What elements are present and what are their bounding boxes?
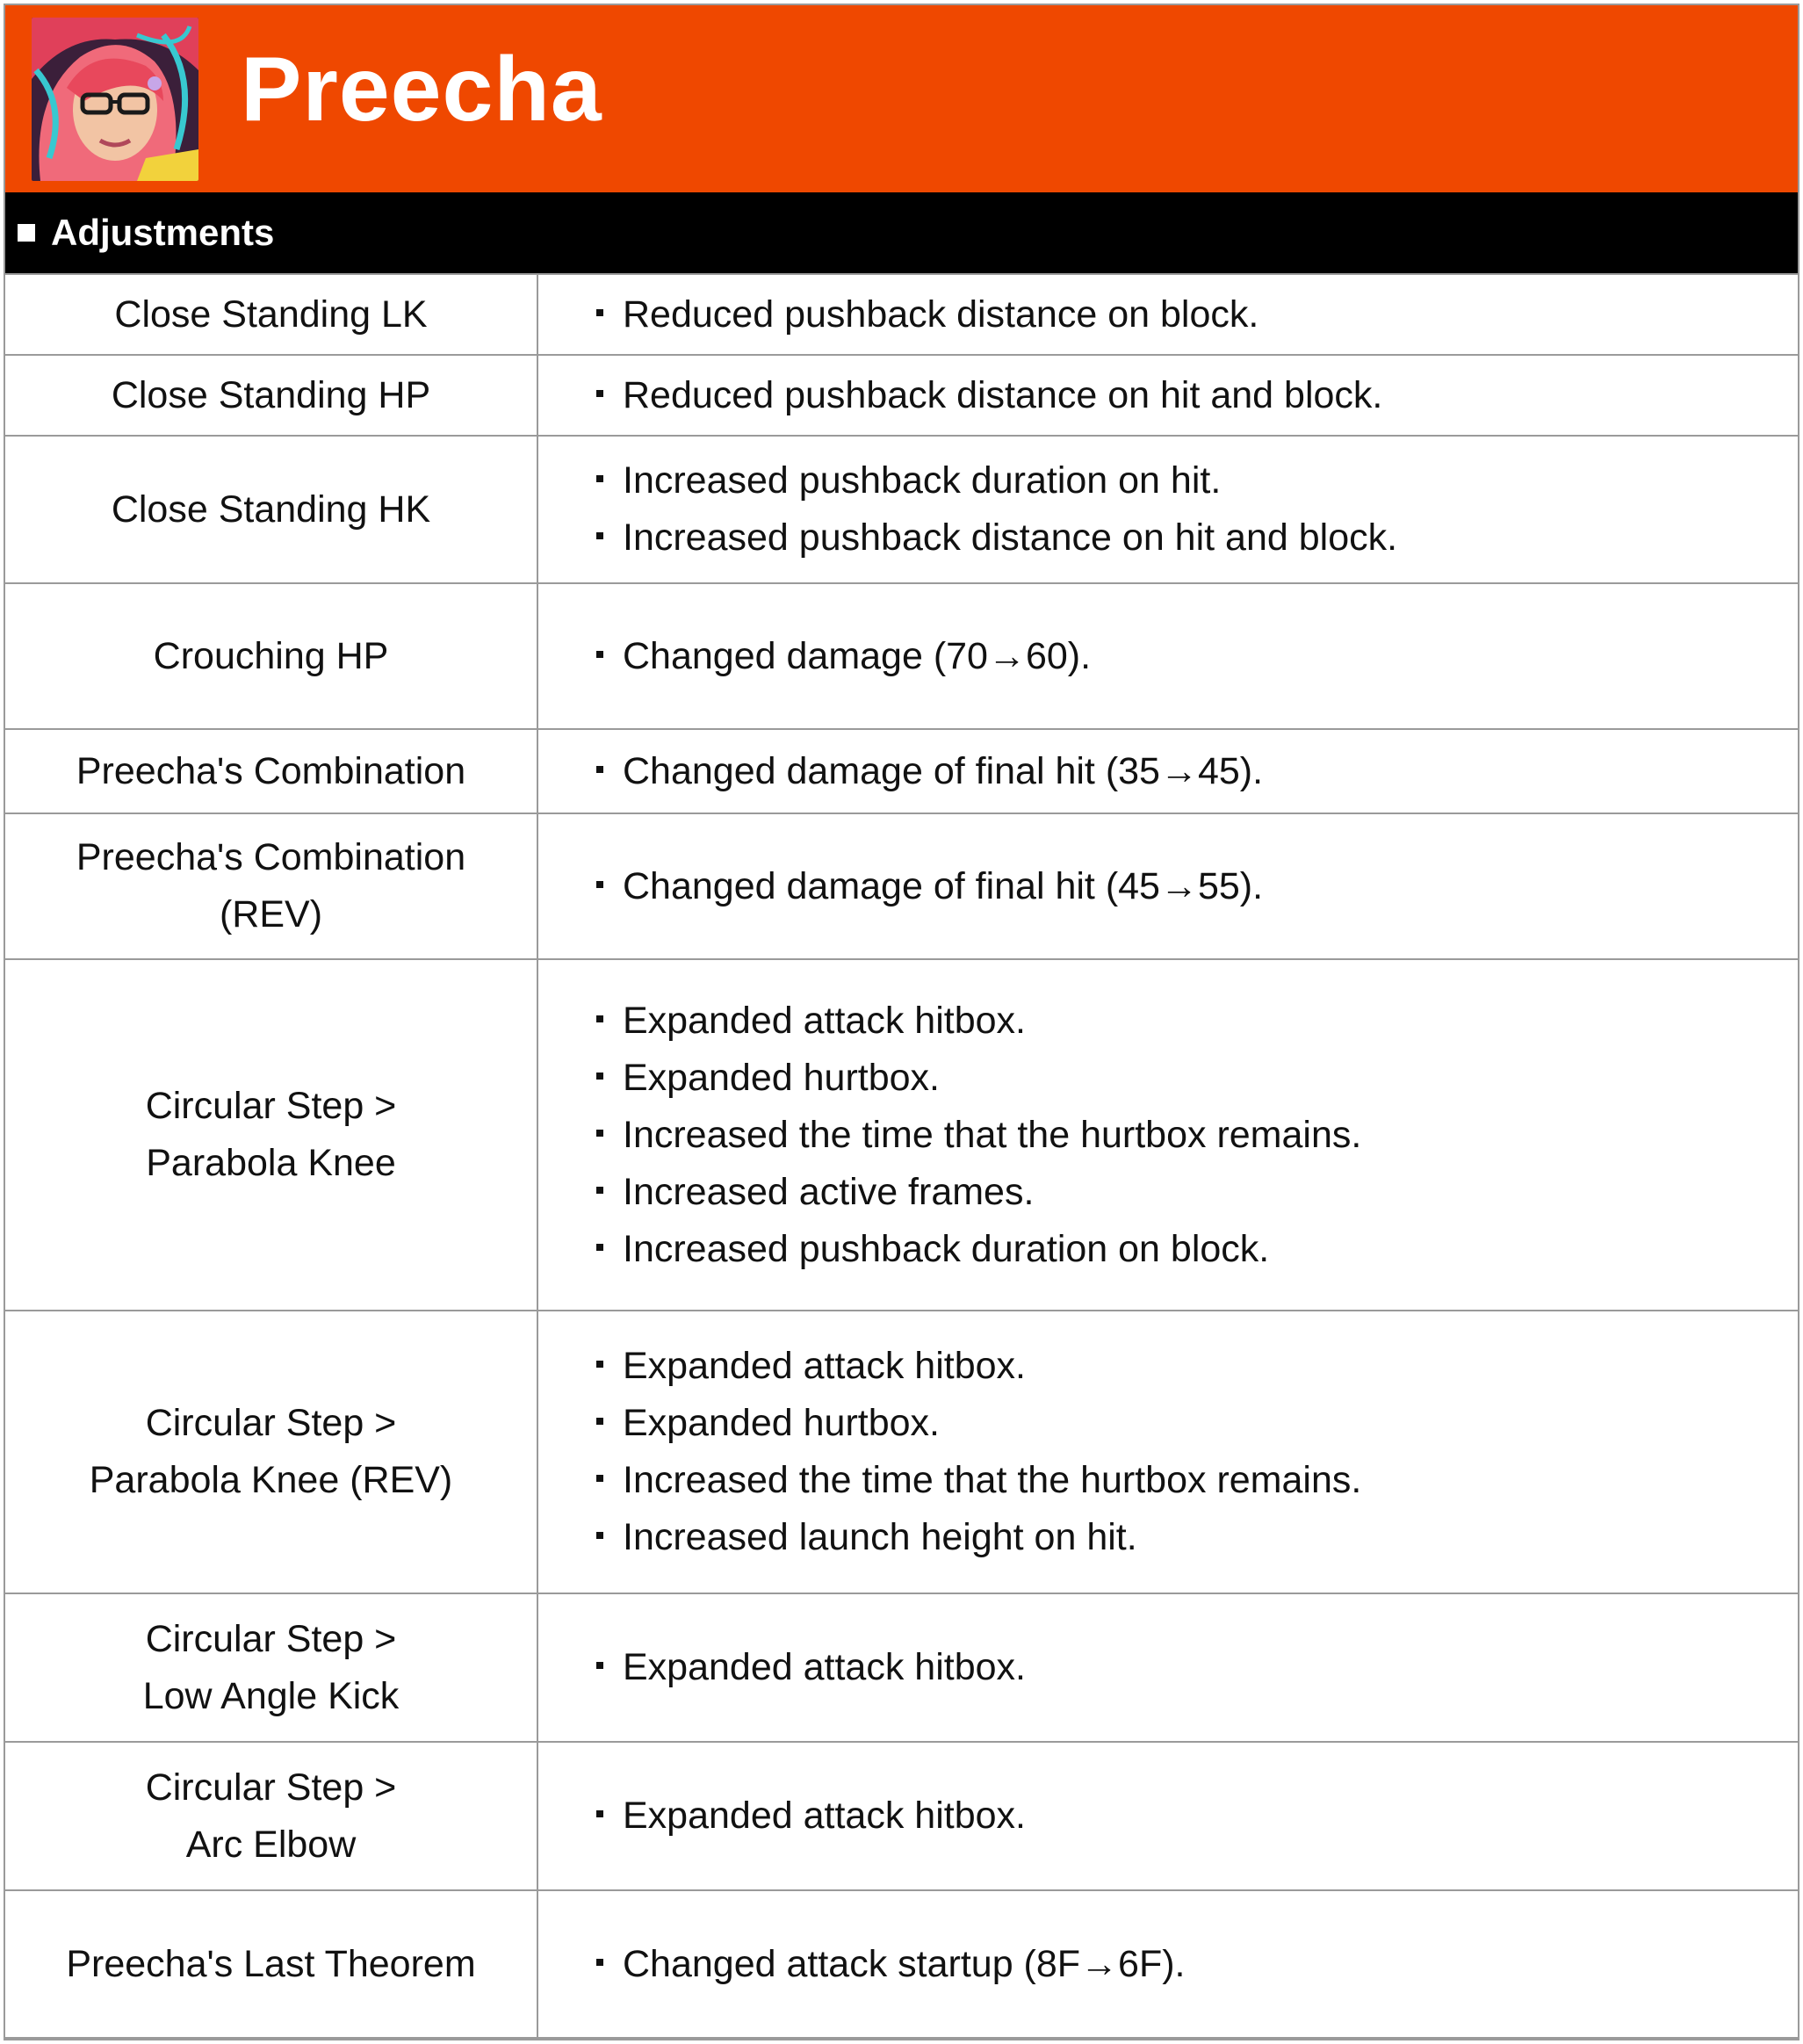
change-item xyxy=(596,743,1798,800)
patch-notes-sheet xyxy=(4,4,1799,2040)
move-name: Parabola Knee (REV) xyxy=(89,1459,453,1501)
bullet-icon xyxy=(596,1810,603,1817)
changes-cell xyxy=(537,1311,1798,1593)
bullet-icon xyxy=(596,1418,603,1425)
change-text: Expanded attack hitbox. xyxy=(623,999,1026,1042)
move-name: Close Standing HK xyxy=(111,488,431,531)
move-name-cell xyxy=(5,274,537,355)
bullet-icon xyxy=(596,309,603,316)
move-name-cell xyxy=(5,1742,537,1890)
bullet-icon xyxy=(596,766,603,773)
bullet-icon xyxy=(596,881,603,888)
table-row xyxy=(5,1890,1798,2038)
character-name: Preecha xyxy=(241,39,602,141)
change-text: Changed damage of final hit (35→45). xyxy=(623,749,1264,792)
move-name-cell xyxy=(5,959,537,1311)
change-text: Increased pushback duration on hit. xyxy=(623,459,1222,502)
change-text: Expanded attack hitbox. xyxy=(623,1646,1026,1688)
changes-cell xyxy=(537,729,1798,813)
change-item xyxy=(596,1639,1798,1696)
change-item xyxy=(596,1452,1798,1509)
character-portrait xyxy=(32,18,198,181)
bullet-icon xyxy=(596,1015,603,1022)
table-row xyxy=(5,813,1798,959)
move-name: Circular Step > xyxy=(145,1766,397,1809)
bullet-icon xyxy=(596,1662,603,1669)
move-name: Low Angle Kick xyxy=(142,1674,400,1717)
change-text: Increased active frames. xyxy=(623,1170,1035,1213)
changes-cell xyxy=(537,274,1798,355)
change-item xyxy=(596,452,1798,509)
change-text: Reduced pushback distance on block. xyxy=(623,293,1259,336)
adjustments-table xyxy=(5,273,1798,2039)
move-name: Crouching HP xyxy=(153,634,389,677)
changes-cell xyxy=(537,1742,1798,1890)
move-name-cell xyxy=(5,729,537,813)
bullet-icon xyxy=(596,475,603,482)
bullet-icon xyxy=(596,390,603,397)
change-text: Expanded hurtbox. xyxy=(623,1402,940,1444)
bullet-icon xyxy=(596,1073,603,1080)
changes-cell xyxy=(537,1593,1798,1742)
bullet-icon xyxy=(596,532,603,539)
change-item xyxy=(596,1107,1798,1164)
move-name: Close Standing LK xyxy=(114,293,428,336)
move-name-cell xyxy=(5,583,537,729)
move-name-cell xyxy=(5,1890,537,2038)
change-item xyxy=(596,509,1798,567)
change-text: Expanded attack hitbox. xyxy=(623,1345,1026,1387)
change-item xyxy=(596,628,1798,685)
changes-cell xyxy=(537,959,1798,1311)
change-text: Increased pushback duration on block. xyxy=(623,1227,1270,1270)
changes-cell xyxy=(537,355,1798,436)
move-name-cell xyxy=(5,813,537,959)
change-text: Changed damage (70→60). xyxy=(623,634,1092,677)
character-portrait-icon xyxy=(32,18,198,181)
move-name: Parabola Knee xyxy=(146,1142,396,1184)
change-text: Increased pushback distance on hit and block. xyxy=(623,516,1398,559)
table-row xyxy=(5,729,1798,813)
bullet-icon xyxy=(596,1959,603,1966)
table-row xyxy=(5,355,1798,436)
section-title: Adjustments xyxy=(51,212,275,253)
change-text: Changed attack startup (8F→6F). xyxy=(623,1942,1186,1985)
bullet-icon xyxy=(596,1532,603,1539)
move-name-cell xyxy=(5,1593,537,1742)
bullet-icon xyxy=(596,1187,603,1194)
move-name: Circular Step > xyxy=(145,1085,397,1127)
change-text: Increased the time that the hurtbox remains. xyxy=(623,1113,1362,1156)
bullet-icon xyxy=(596,1361,603,1368)
section-header xyxy=(5,192,1798,273)
change-item xyxy=(596,1395,1798,1452)
square-bullet-icon xyxy=(18,224,35,242)
change-item xyxy=(596,1050,1798,1107)
move-name: Circular Step > xyxy=(145,1617,397,1660)
change-item xyxy=(596,1509,1798,1566)
table-row xyxy=(5,1593,1798,1742)
changes-cell xyxy=(537,813,1798,959)
move-name: Preecha's Combination xyxy=(76,749,466,792)
table-row xyxy=(5,1742,1798,1890)
move-name-cell xyxy=(5,436,537,583)
move-name: Close Standing HP xyxy=(111,373,431,416)
move-name: (REV) xyxy=(219,893,323,935)
table-row xyxy=(5,1311,1798,1593)
change-text: Expanded attack hitbox. xyxy=(623,1795,1026,1837)
table-row xyxy=(5,274,1798,355)
character-header xyxy=(5,5,1798,192)
move-name: Preecha's Last Theorem xyxy=(66,1942,476,1985)
change-text: Increased launch height on hit. xyxy=(623,1516,1137,1558)
change-item xyxy=(596,1164,1798,1221)
change-item xyxy=(596,993,1798,1050)
change-item xyxy=(596,286,1798,343)
move-name: Preecha's Combination xyxy=(76,836,466,878)
bullet-icon xyxy=(596,1475,603,1482)
move-name: Circular Step > xyxy=(145,1402,397,1444)
changes-cell xyxy=(537,436,1798,583)
change-item xyxy=(596,1221,1798,1278)
change-item xyxy=(596,367,1798,424)
move-name-cell xyxy=(5,1311,537,1593)
bullet-icon xyxy=(596,1244,603,1251)
change-text: Changed damage of final hit (45→55). xyxy=(623,864,1264,907)
table-row xyxy=(5,959,1798,1311)
bullet-icon xyxy=(596,1130,603,1137)
move-name-cell xyxy=(5,355,537,436)
change-text: Increased the time that the hurtbox remains. xyxy=(623,1459,1362,1501)
table-row xyxy=(5,583,1798,729)
change-text: Expanded hurtbox. xyxy=(623,1056,940,1099)
changes-cell xyxy=(537,1890,1798,2038)
change-text: Reduced pushback distance on hit and block. xyxy=(623,373,1383,416)
move-name: Arc Elbow xyxy=(185,1823,357,1866)
change-item xyxy=(596,858,1798,915)
change-item xyxy=(596,1788,1798,1845)
change-item xyxy=(596,1338,1798,1395)
change-item xyxy=(596,1936,1798,1993)
table-row xyxy=(5,436,1798,583)
bullet-icon xyxy=(596,651,603,658)
changes-cell xyxy=(537,583,1798,729)
